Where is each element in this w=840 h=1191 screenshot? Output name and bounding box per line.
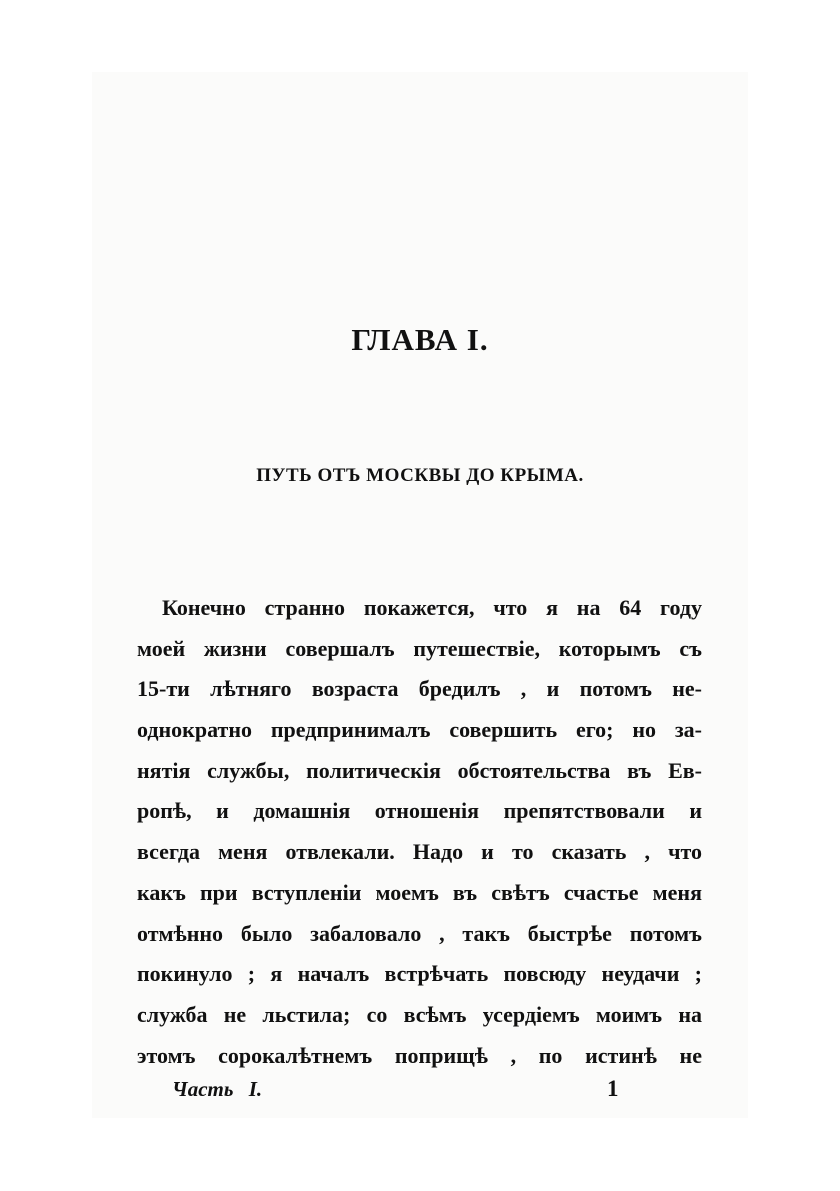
text-line: всегда меня отвлекали. Надо и то сказать , что xyxy=(137,839,702,865)
text-line: какъ при вступленiи моемъ въ свѣтъ счастье меня xyxy=(137,879,702,905)
text-line: моей жизни совершалъ путешествiе, которымъ съ xyxy=(137,635,702,661)
footer-part-label: Часть I. xyxy=(172,1077,263,1101)
footer-signature-mark: 1 xyxy=(607,1076,619,1101)
text-line: Конечно странно покажется, что я на 64 году xyxy=(162,595,702,620)
text-line: однократно предпринималъ совершить его; но за- xyxy=(137,717,702,743)
text-line: покинуло ; я началъ встрѣчать повсюду неудачи ; xyxy=(137,961,702,987)
text-line: ропѣ, и домашнiя отношенiя препятствовали и xyxy=(137,798,702,824)
text-line: нятiя службы, политическiя обстоятельства въ Ев- xyxy=(137,757,702,783)
text-line: служба не льстила; со всѣмъ усердiемъ моимъ на xyxy=(137,1001,702,1027)
text-line: этомъ сорокалѣтнемъ поприщѣ , по истинѣ не xyxy=(137,1042,702,1068)
text-line: 15-ти лѣтняго возраста бредилъ , и потомъ не- xyxy=(137,676,702,702)
body-text xyxy=(137,588,702,1076)
text-line: отмѣнно было забаловало , такъ быстрѣе потомъ xyxy=(137,920,702,946)
chapter-title: ГЛАВА I. xyxy=(351,322,489,357)
chapter-subtitle: ПУТЬ ОТЪ МОСКВЫ ДО КРЫМА. xyxy=(256,465,584,486)
